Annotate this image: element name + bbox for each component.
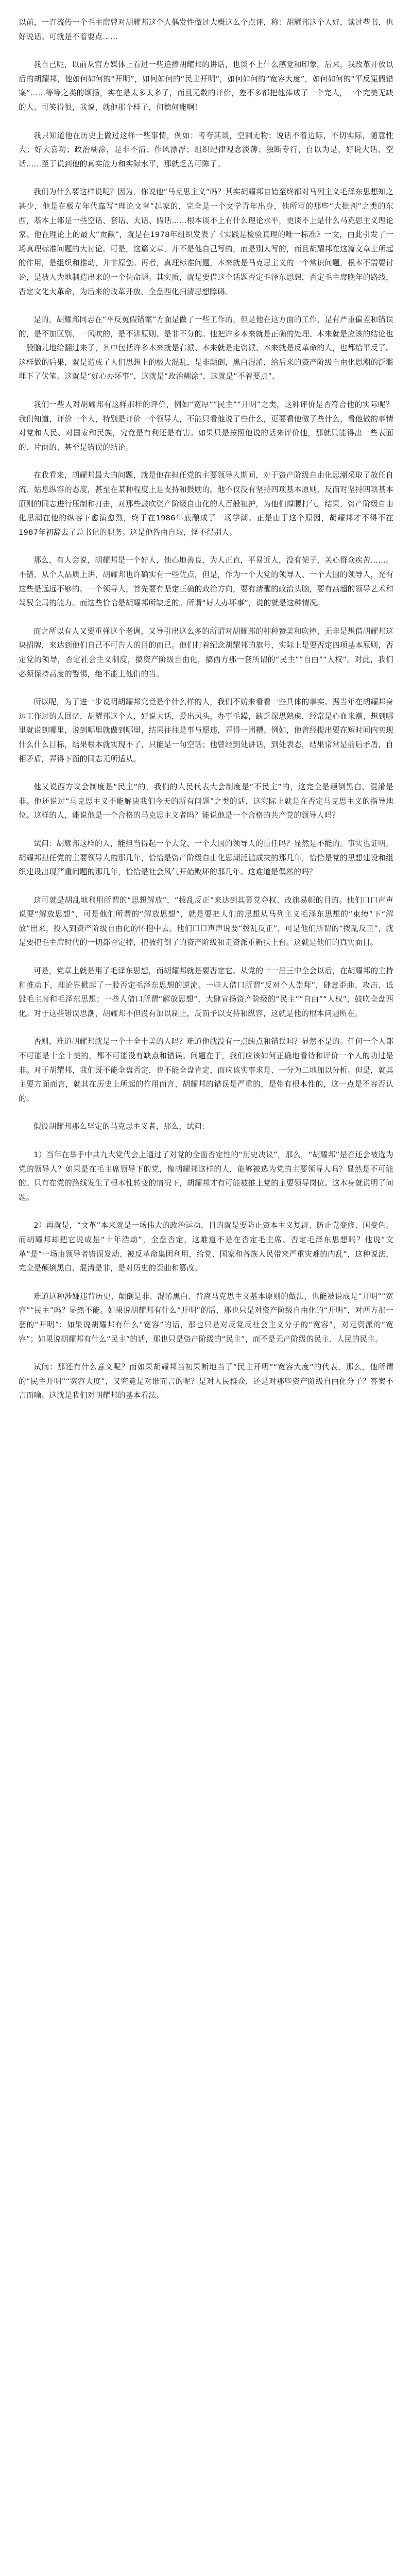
paragraph: 试问：那还有什么意义呢？而如果胡耀邦当初果断地当了“民主开明”“宽容大度”的代表，那么，他所谓的“民主开明”“宽容大度”，又究竟是对谁而言的呢？是对人民群众，还是对那些资产阶级自由化分子？答案不言而喻。这就是我们对胡耀邦的基本看法。: [19, 1363, 393, 1400]
paragraph: 他又说西方议会制度是“民主”的，我们的人民代表大会制度是“不民主”的，这完全是颠倒黑白、混淆是非。他还说过“马克思主义不能解决我们今天的所有问题”之类的话，这实际上就是在否定马克思主义的指导地位。这样的人，能说他是一个合格的马克思主义者吗？能说他是一个合格的共产党的领导人吗？: [19, 783, 393, 820]
paragraph: 试问：胡耀邦这样的人，能担当得起一个大党、一个大国的领导人的重任吗？显然是不能的。事实也证明，胡耀邦担任党的主要领导人的那几年，恰恰是资产阶级自由化思潮泛滥成灾的那几年，恰恰是党的思想建设和组织建设出现严重问题的那几年，恰恰是社会风气开始败坏的那几年。这难道是偶然的吗？: [19, 839, 393, 877]
paragraph: 难道这种涉嫌违背历史、颠倒是非、混淆黑白、背离马克思主义基本原则的做法，也能被说成是“开明”“宽容”“民主”吗？显然不能。如果说胡耀邦有什么“开明”的话，那也只是对资产阶级自由化的“开明”，对西方那一套的“开明”；如果说胡耀邦有什么“宽容”的话，那也只是对反党反社会主义分子的“宽容”，对走资派的“宽容”；如果说胡耀邦有什么“民主”的话，那也只是资产阶级的“民主”，而不是无产阶级的民主、人民的民主。: [19, 1292, 393, 1344]
paragraph: 否则，难道胡耀邦就是一个十全十美的人吗？难道他就没有一点缺点和错误吗？显然不是的。任何一个人都不可能是十全十美的，都不可能没有缺点和错误。问题在于，我们应该如何正确地看待和评价一个人的功过是非。对于胡耀邦，我们既不能全盘否定，也不能全盘肯定，而应该实事求是、一分为二地加以分析。但是，就其主要方面而言，就其在历史上所起的作用而言，胡耀邦的错误是严重的，是带有根本性的，这一点是不容否认的。: [19, 1037, 393, 1103]
paragraph: 而之所以有人又要重弹这个老调，又导引出这么多的所谓对胡耀邦的种种赞美和吹捧，无非是想借胡耀邦这块招牌，来达到他们自己不可告人的目的而已。他们打着纪念胡耀邦的旗号，实际上是要否定四项基本原则，否定党的领导，否定社会主义制度，搞资产阶级自由化，搞西方那一套所谓的“民主”“自由”“人权”。对此，我们必须保持高度的警惕，绝不能上他们的当。: [19, 626, 393, 679]
paragraph: 可是，党章上就是用了毛泽东思想，而胡耀邦就是要否定它。从党的十一届三中全会以后，在胡耀邦的主持和推动下，理论界掀起了一股否定毛泽东思想的逆流。一些人借口所谓“反对个人崇拜”，肆意歪曲、攻击、诋毁毛主席和毛泽东思想；一些人借口所谓“解放思想”，大肆宣扬资产阶级的“民主”“自由”“人权”，鼓吹全盘西化。对于这些错误思潮，胡耀邦不但没有加以制止，反而予以支持和纵容，这就是他的根本问题所在。: [19, 967, 393, 1018]
paragraph: 假设胡耀邦那么坚定的马克思主义者，那么，试问：: [33, 1122, 210, 1131]
paragraph: 所以呢，为了进一步说明胡耀邦究竟是个什么样的人，我们不妨来看看一些具体的事实。据当年在胡耀邦身边工作过的人回忆，胡耀邦这个人，好说大话，爱出风头，办事毛躁，缺乏深思熟虑，经常是心血来潮，想到哪里就说到哪里，说到哪里就做到哪里，结果往往是事与愿违，弄得一团糟。例如，他曾经提出要在短时间内实现什么什么目标，结果根本就实现不了，只能是一句空话；他曾经到处讲话，到处表态，结果常常是前后矛盾，自相矛盾，弄得下面的同志无所适从。: [19, 698, 393, 764]
paragraph: 这可就是胡乱地利用所谓的“思想解放”，“拨乱反正”来达到其篡党夺权、改旗易帜的目的。他们口口声声说要“解放思想”，可是他们所谓的“解放思想”，就是要把人们的思想从马列主义毛泽东思想的“束缚”下“解放”出来，投入到资产阶级自由化的怀抱中去。他们口口声声说要“拨乱反正”，可是他们所谓的“拨乱反正”，就是要把毛主席时代的一切都否定掉，把被打倒了的资产阶级和走资派重新扶上台。这就是他们的真实面目。: [19, 895, 393, 947]
article-body: [19, 15, 393, 1417]
paragraph: 我们为什么要这样说呢？因为，你说他“马克思主义”吗？其实胡耀邦自始至终都对马列主义毛泽东思想知之甚少，他是在极左年代靠写“理论文章”起家的，完全是一个文学青年出身，他所写的那些“大批判”之类的东西，基本上都是一些空话、套话、大话、假话……根本谈不上有什么理论水平，更谈不上是什么马克思主义理论家。他在理论上的最大“贡献”，就是在1978年组织发表了《实践是检验真理的唯一标准》一文，由此引发了一场真理标准问题的大讨论。可是，这篇文章，并不是他自己写的，而是别人写的，而且胡耀邦在这篇文章上所起的作用，是组织和推动，并非原创。再者，真理标准问题，本来就是马克思主义的一个常识问题，根本不需要讨论，是被人为地制造出来的一个伪命题。其实质，就是要借这个话题否定毛泽东思想，否定毛主席晚年的路线，否定文化大革命，为后来的改革开放、全盘西化扫清思想障碍。: [19, 188, 393, 296]
paragraph: 在我看来，胡耀邦最大的问题，就是他在担任党的主要领导人期间，对于资产阶级自由化思潮采取了放任自流、姑息纵容的态度，甚至在某种程度上是支持和鼓励的。他不仅没有坚持四项基本原则，反而对坚持四项基本原则的同志进行压制和打击，对那些鼓吹资产阶级自由化的人百般袒护，为他们撑腰打气。结果，资产阶级自由化思潮在他的纵容下愈演愈烈，终于在1986年底酿成了一场学潮。正是由于这个原因，胡耀邦才不得不在1987年初辞去了总书记的职务。这是他咎由自取，怪不得别人。: [19, 471, 393, 537]
paragraph: 1）当年在举手中共九大党代会上通过了对党的全面否定性的“历史决议”，那么，“胡耀邦”是否还会被选为党的领导人？如果是在毛主席领导下的党，像胡耀邦这样的人，能够被选为党的主要领导人吗？显然是不可能的。只有在党的路线发生了根本性转变的情况下，胡耀邦才有可能被推上党的主要领导岗位。这本身就说明了问题。: [19, 1150, 393, 1202]
paragraph: 是的，胡耀邦同志在“平反冤假错案”方面是做了一些工作的，但是他在这方面的工作，是有严重偏差和错误的，是不加区别、一风吹的，是不讲原则、是非不分的。他把许多本来就是正确的处理、本来就是应该的结论也一股脑儿地给翻过来了，其中包括许多本来就是右派、本来就是走资派、本来就是反革命的人，也都给平反了。这样做的后果，就是造成了人们思想上的极大混乱，是非颠倒，黑白混淆，给后来的资产阶级自由化思潮的泛滥埋下了伏笔。这就是“好心办坏事”，这就是“政治糊涂”，这就是“不着要点”。: [19, 315, 393, 381]
paragraph: 以前，一直流传一个毛主席曾对胡耀邦这个人偶发性做过大概这么个点评，称：胡耀邦这个人好，读过些书，也好说话。可就是不着要点……: [19, 18, 393, 41]
paragraph: 我只知道他在历史上做过这样一些事情，例如：考夸其谈，空洞无物；说话不着边际，不切实际，随意性大；好大喜功；政治糊涂，是非不清；作风漂浮；组织纪律观念淡薄；独断专行，自以为是，好说大话、空话……至于说到他的真实能力和实际水平，那就乏善可陈了。: [19, 131, 393, 168]
paragraph: 2）再就是，“文革”本来就是一场伟大的政治运动，目的就是要防止资本主义复辟、防止党变修、国变色。而胡耀邦却把它说成是“十年浩劫”，全盘否定，这难道不是在否定毛主席、否定毛泽东思想吗？他说“文革”是“一场由领导者错误发动、被反革命集团利用，给党、国家和各族人民带来严重灾难的内乱”，这种说法，完全是颠倒黑白、混淆是非，是对历史的歪曲和篡改。: [19, 1221, 393, 1273]
paragraph: 我自己呢，以前从官方媒体上看过一些追捧胡耀邦的讲话，也谈不上什么感觉和印象。后来，我改革开放以后的胡耀邦，他如何如何的“开明”，如何如何的“民主开明”，如何如何的“宽容大度”，如何如何的“平反冤假错案”……等等之类的颂扬，实在是太多太多了，而且无数的评价，差不多都把他捧成了一个完人，一个完美无缺的人。可笑得很，我说，就他那个样子，何德何能啊！: [19, 60, 393, 112]
paragraph: 我们一些人对胡耀邦有这样那样的评价，例如“宽厚”“民主”“开明”之类，这种评价是否符合他的实际呢？我们知道，评价一个人，特别是评价一个领导人，不能只看他说了些什么，更要看他做了些什么，看他做的事情对党和人民、对国家和民族，究竟是有利还是有害。如果只是按照他说的话来评价他，那就只能得出一些表面的、片面的、甚至是错误的结论。: [19, 400, 393, 452]
paragraph: 那么，有人会说，胡耀邦是一个好人，他心地善良，为人正直，平易近人，没有架子，关心群众疾苦……。不错，从个人品质上讲，胡耀邦也许确实有一些优点，但是，作为一个大党的领导人、一个大国的领导人，光有这些是远远不够的。一个领导人，首先要有坚定正确的政治方向，要有清醒的政治头脑，要有高超的领导艺术和驾驭全局的能力。而这些恰恰是胡耀邦所缺乏的。所谓“好人办坏事”，说的就是这种情况。: [19, 556, 393, 608]
